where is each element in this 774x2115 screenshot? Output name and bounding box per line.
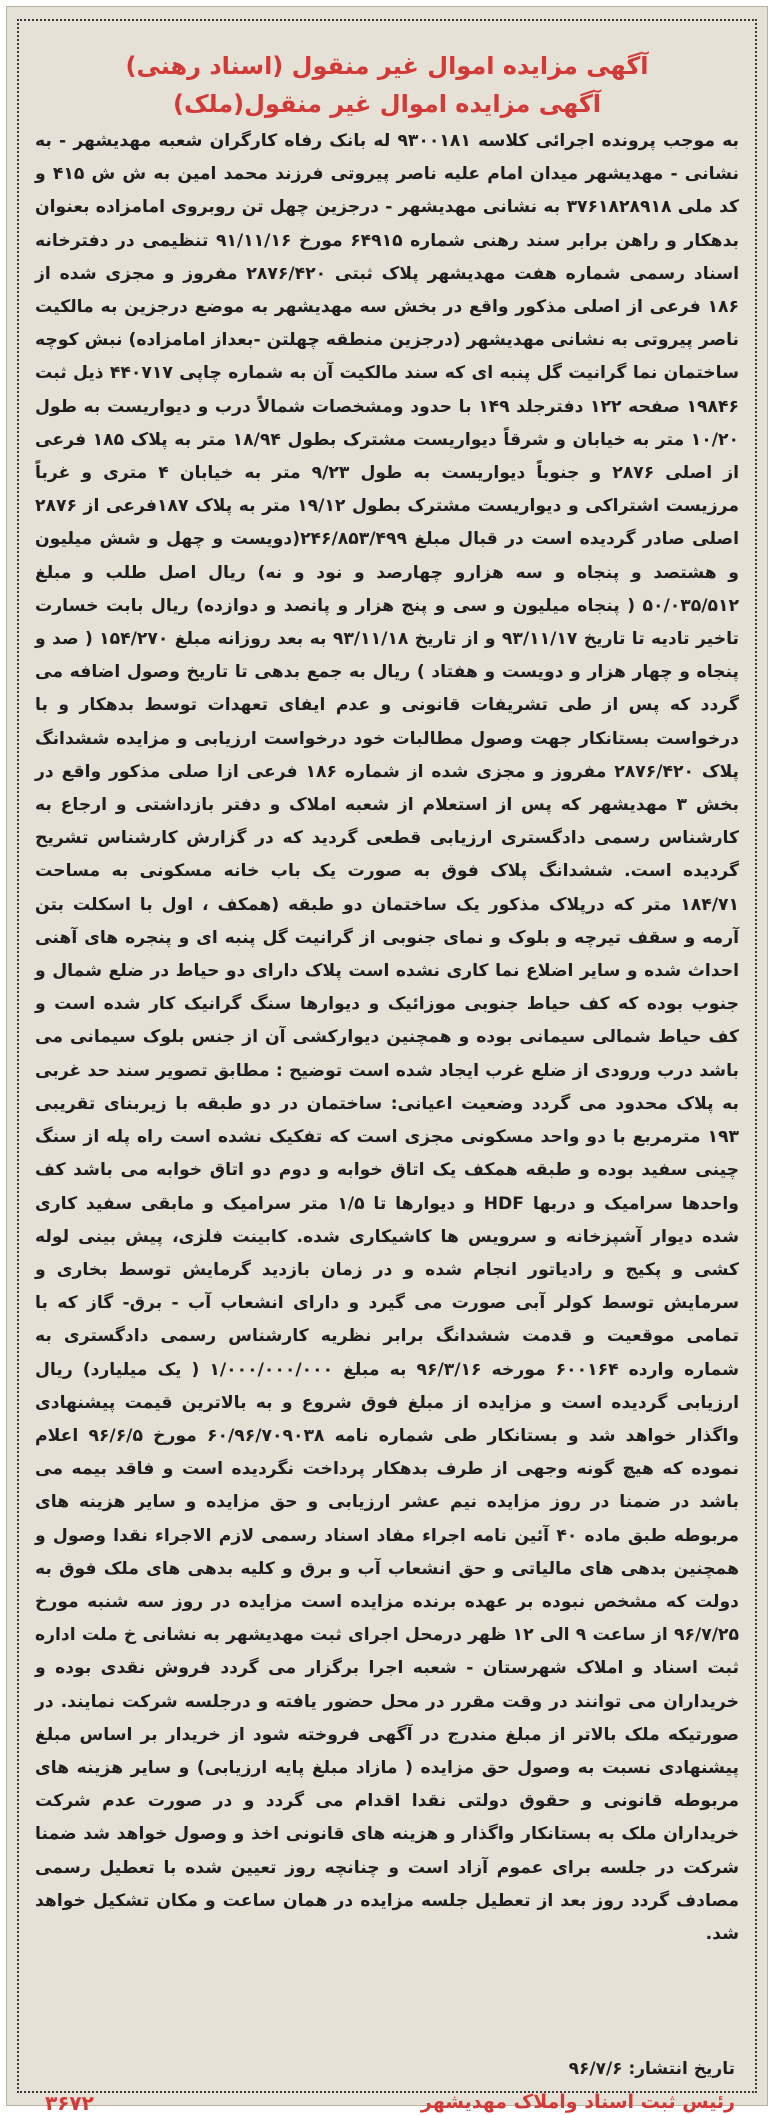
signature-line: رئیس ثبت اسناد واملاک مهدیشهر — [420, 2091, 735, 2113]
notice-body: به موجب پرونده اجرائی کلاسه ۹۳۰۰۱۸۱ له بانک رفاه کارگران شعبه مهدیشهر - به نشانی - مهدیشهر میدان امام علیه ناصر پیروتی فرزند محمد امین به ش ش ۴۱۵ و کد ملی ۳۷۶۱۸۲۸۹۱۸ به نشانی مهدیشهر - درجزین چهل تن روبروی امامزاده بعنوان بدهکار و راهن برابر سند رهنی شماره ۶۴۹۱۵ مورخ ۹۱/۱۱/۱۶ تنظیمی در دفترخانه اسناد رسمی شماره هفت مهدیشهر پلاک ثبتی ۲۸۷۶/۴۲۰ مفروز و مجزی شده از ۱۸۶ فرعی از اصلی مذکور واقع در بخش سه مهدیشهر به موضع درجزین به مالکیت ناصر پیروتی به نشانی مهدیشهر (درجزین منطقه چهلتن -بعداز امامزاده) نبش کوچه ساختمان نما گرانیت گل پنبه ای که سند مالکیت آن به شماره چاپی ۴۴۰۷۱۷ ذیل ثبت ۱۹۸۴۶ صفحه ۱۲۲ دفترجلد ۱۴۹ با حدود ومشخصات شمالاً درب و دیواریست به طول ۱۰/۲۰ متر به خیابان و شرقاً دیواریست مشترک بطول ۱۸/۹۴ متر به پلاک ۱۸۵ فرعی از اصلی ۲۸۷۶ و جنوباً دیواریست به طول ۹/۲۳ متر به خیابان ۴ متری و غرباً مرزیست اشتراکی و دیواریست مشترک بطول ۱۹/۱۲ متر به پلاک ۱۸۷فرعی از ۲۸۷۶ اصلی صادر گردیده است در قبال مبلغ ۲۴۶/۸۵۳/۴۹۹(دویست و چهل و شش میلیون و هشتصد و پنجاه و سه هزارو چهارصد و نود و نه) ریال اصل طلب و مبلغ ۵۰/۰۳۵/۵۱۲ ( پنجاه میلیون و سی و پنج هزار و پانصد و دوازده) ریال بابت خسارت تاخیر تادیه تا تاریخ ۹۳/۱۱/۱۷ و از تاریخ ۹۳/۱۱/۱۸ به بعد روزانه مبلغ ۱۵۴/۲۷۰ ( صد و پنجاه و چهار هزار و دویست و هفتاد ) ریال به جمع بدهی تا تاریخ وصول اضافه می گردد که پس از طی تشریفات قانونی و عدم ایفای تعهدات توسط بدهکار و با درخواست بستانکار جهت وصول مطالبات خود درخواست ارزیابی و مزایده ششدانگ پلاک ۲۸۷۶/۴۲۰ مفروز و مجزی شده از شماره ۱۸۶ فرعی ازا صلی مذکور واقع در بخش ۳ مهدیشهر که پس از استعلام از شعبه املاک و دفتر بازداشتی و ارجاع به کارشناس رسمی دادگستری ارزیابی قطعی گردید که در گزارش کارشناس تشریح گردیده است. ششدانگ پلاک فوق به صورت یک باب خانه مسکونی به مساحت ۱۸۴/۷۱ متر که درپلاک مذکور یک ساختمان دو طبقه (همکف ، اول با اسکلت بتن آرمه و سقف تیرچه و بلوک و نمای جنوبی از گرانیت گل پنبه ای و پنجره های آهنی احداث شده و سایر اضلاع نما کاری نشده است پلاک دارای دو حیاط در ضلع شمال و جنوب بوده که کف حیاط جنوبی موزائیک و دیوارها سنگ گرانیک کار شده است و کف حیاط شمالی سیمانی بوده و همچنین دیوارکشی آن از جنس بلوک سیمانی می باشد درب ورودی از ضلع غرب ایجاد شده است توضیح : مطابق تصویر سند حد غربی به پلاک محدود می گردد وضعیت اعیانی: ساختمان در دو طبقه با زیربنای تقریبی ۱۹۳ مترمربع با دو واحد مسکونی مجزی است که تفکیک نشده است راه پله از سنگ چینی سفید بوده و طبقه همکف یک اتاق خوابه و دوم دو اتاق خوابه می باشد کف واحدها سرامیک و دربها HDF و دیوارها تا ۱/۵ متر سرامیک و مابقی سفید کاری شده دیوار آشپزخانه و سرویس ها کاشیکاری شده. کابینت فلزی، پیش بینی لوله کشی و پکیج و رادیاتور انجام شده و در زمان بازدید گرمایش توسط بخاری و سرمایش توسط کولر آبی صورت می گیرد و دارای انشعاب آب - برق- گاز که با تمامی موقعیت و قدمت ششدانگ برابر نظریه کارشناس رسمی دادگستری به شماره وارده ۶۰۰۱۶۴ مورخه ۹۶/۳/۱۶ به مبلغ ۱/۰۰۰/۰۰۰/۰۰۰ ( یک میلیارد) ریال ارزیابی گردیده است و مزایده از مبلغ فوق شروع و به بالاترین قیمت پیشنهادی واگذار خواهد شد و بستانکار طی شماره نامه ۶۰/۹۶/۷۰۹۰۳۸ مورخ ۹۶/۶/۵ اعلام نموده که هیچ گونه وجهی از طرف بدهکار پرداخت نگردیده است و فاقد بیمه می باشد در ضمنا در روز مزایده نیم عشر ارزیابی و حق مزایده و سایر هزینه های مربوطه طبق ماده ۴۰ آئین نامه اجراء مفاد اسناد رسمی لازم الاجراء نقدا وصول و همچنین بدهی های مالیاتی و حق انشعاب آب و برق و کلیه بدهی های ملک فوق به دولت که مشخص نبوده بر عهده برنده مزایده است مزایده در روز سه شنبه مورخ ۹۶/۷/۲۵ از ساعت ۹ الی ۱۲ ظهر درمحل اجرای ثبت مهدیشهر به نشانی خ ملت اداره ثبت اسناد و املاک شهرستان - شعبه اجرا برگزار می گردد فروش نقدی بوده و خریداران می توانند در وقت مقرر در محل حضور یافته و درجلسه شرکت نمایند. در صورتیکه ملک بالاتر از مبلغ مندرج در آگهی فروخته شود از خریدار بر اساس مبلغ پیشنهادی نسبت به وصول حق مزایده ( مازاد مبلغ پایه ارزیابی) و سایر هزینه های مربوطه قانونی و حقوق دولتی نقدا اقدام می گردد و در صورت عدم شرکت خریداران ملک به بستانکار واگذار و هزینه های قانونی اخذ و وصول خواهد شد ضمنا شرکت در جلسه برای عموم آزاد است و چنانچه روز تعیین شده با تعطیل رسمی مصادف گردد روز بعد از تعطیل جلسه مزایده در همان ساعت و مکان تشکیل خواهد شد. — [35, 131, 740, 1944]
notice-header — [37, 47, 737, 123]
publish-date: تاریخ انتشار: ۹۶/۷/۶ — [568, 2059, 735, 2079]
notice-title: آگهی مزایده اموال غیر منقول (اسناد رهنی) — [125, 52, 649, 80]
newspaper-clipping — [6, 6, 768, 2115]
notice-subtitle: آگهی مزایده اموال غیر منقول(ملک) — [172, 90, 602, 118]
ad-code: ۳۶۷۲ — [45, 2091, 94, 2115]
